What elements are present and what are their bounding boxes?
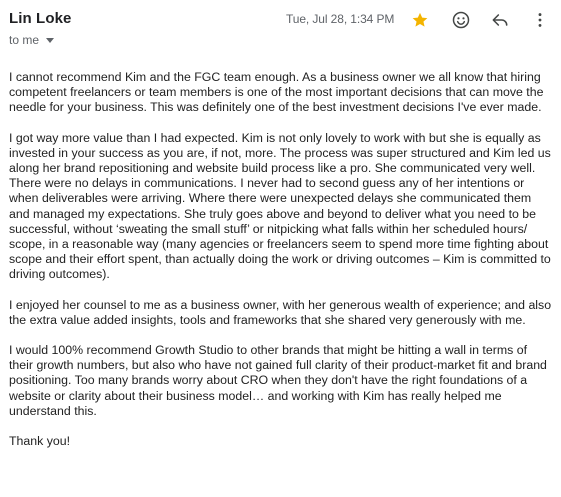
- sender-name[interactable]: Lin Loke: [9, 10, 72, 27]
- emoji-icon: [451, 10, 471, 30]
- body-paragraph: I cannot recommend Kim and the FGC team enough. As a business owner we all know that hiring competent freelancers or team members is one of the most important decisions that can move the needle for your business. This was definitely one of the best investment decisions I've ever made.: [9, 70, 544, 115]
- star-icon: [411, 11, 429, 29]
- add-reaction-button[interactable]: [449, 8, 473, 32]
- more-vert-icon: [530, 10, 550, 30]
- recipient-details-toggle[interactable]: [9, 33, 54, 47]
- body-signoff: Thank you!: [9, 434, 71, 449]
- body-paragraph: I enjoyed her counsel to me as a business owner, with her generous wealth of experience; and also the extra value added insights, tools and frameworks that she shared very generously with me.: [9, 297, 552, 327]
- more-options-button[interactable]: [528, 8, 552, 32]
- recipient-label: to me: [9, 33, 40, 47]
- reply-icon: [490, 10, 510, 30]
- reply-button[interactable]: [488, 8, 512, 32]
- star-button[interactable]: [408, 8, 432, 32]
- message-body: [9, 70, 552, 449]
- message-date: Tue, Jul 28, 1:34 PM: [286, 12, 395, 26]
- message-header: [9, 8, 552, 48]
- body-paragraph: I would 100% recommend Growth Studio to other brands that might be hitting a wall in terms of their growth numbers, but also who have not gained full clarity of their product-market fit and brand positioning. Too many brands worry about CRO when they don't have the right foundations of a website or clarity about their business model… and working with Kim has really helped me understand this.: [9, 343, 547, 418]
- caret-down-icon: [46, 38, 54, 43]
- body-paragraph: I got way more value than I had expected. Kim is not only lovely to work with but she is equally as invested in your success as you are, if not, more. The process was super structured and Kim led us along her brand repositioning and website build process like a pro. She communicated very well. There were no delays in communications. I never had to second guess any of her intentions or when deliverables were arriving. Where there were unexpected delays she communicated them and managed my expectations. She truly goes above and beyond to deliver what you need to be successful, without ‘sweating the small stuff’ or nitpicking what falls within her scheduled hours/ scope, in a reasonable way (many agencies or freelancers seem to spend more time fighting about scope and their effort spent, than actually doing the work or driving outcomes – Kim is committed to driving outcomes).: [9, 130, 551, 282]
